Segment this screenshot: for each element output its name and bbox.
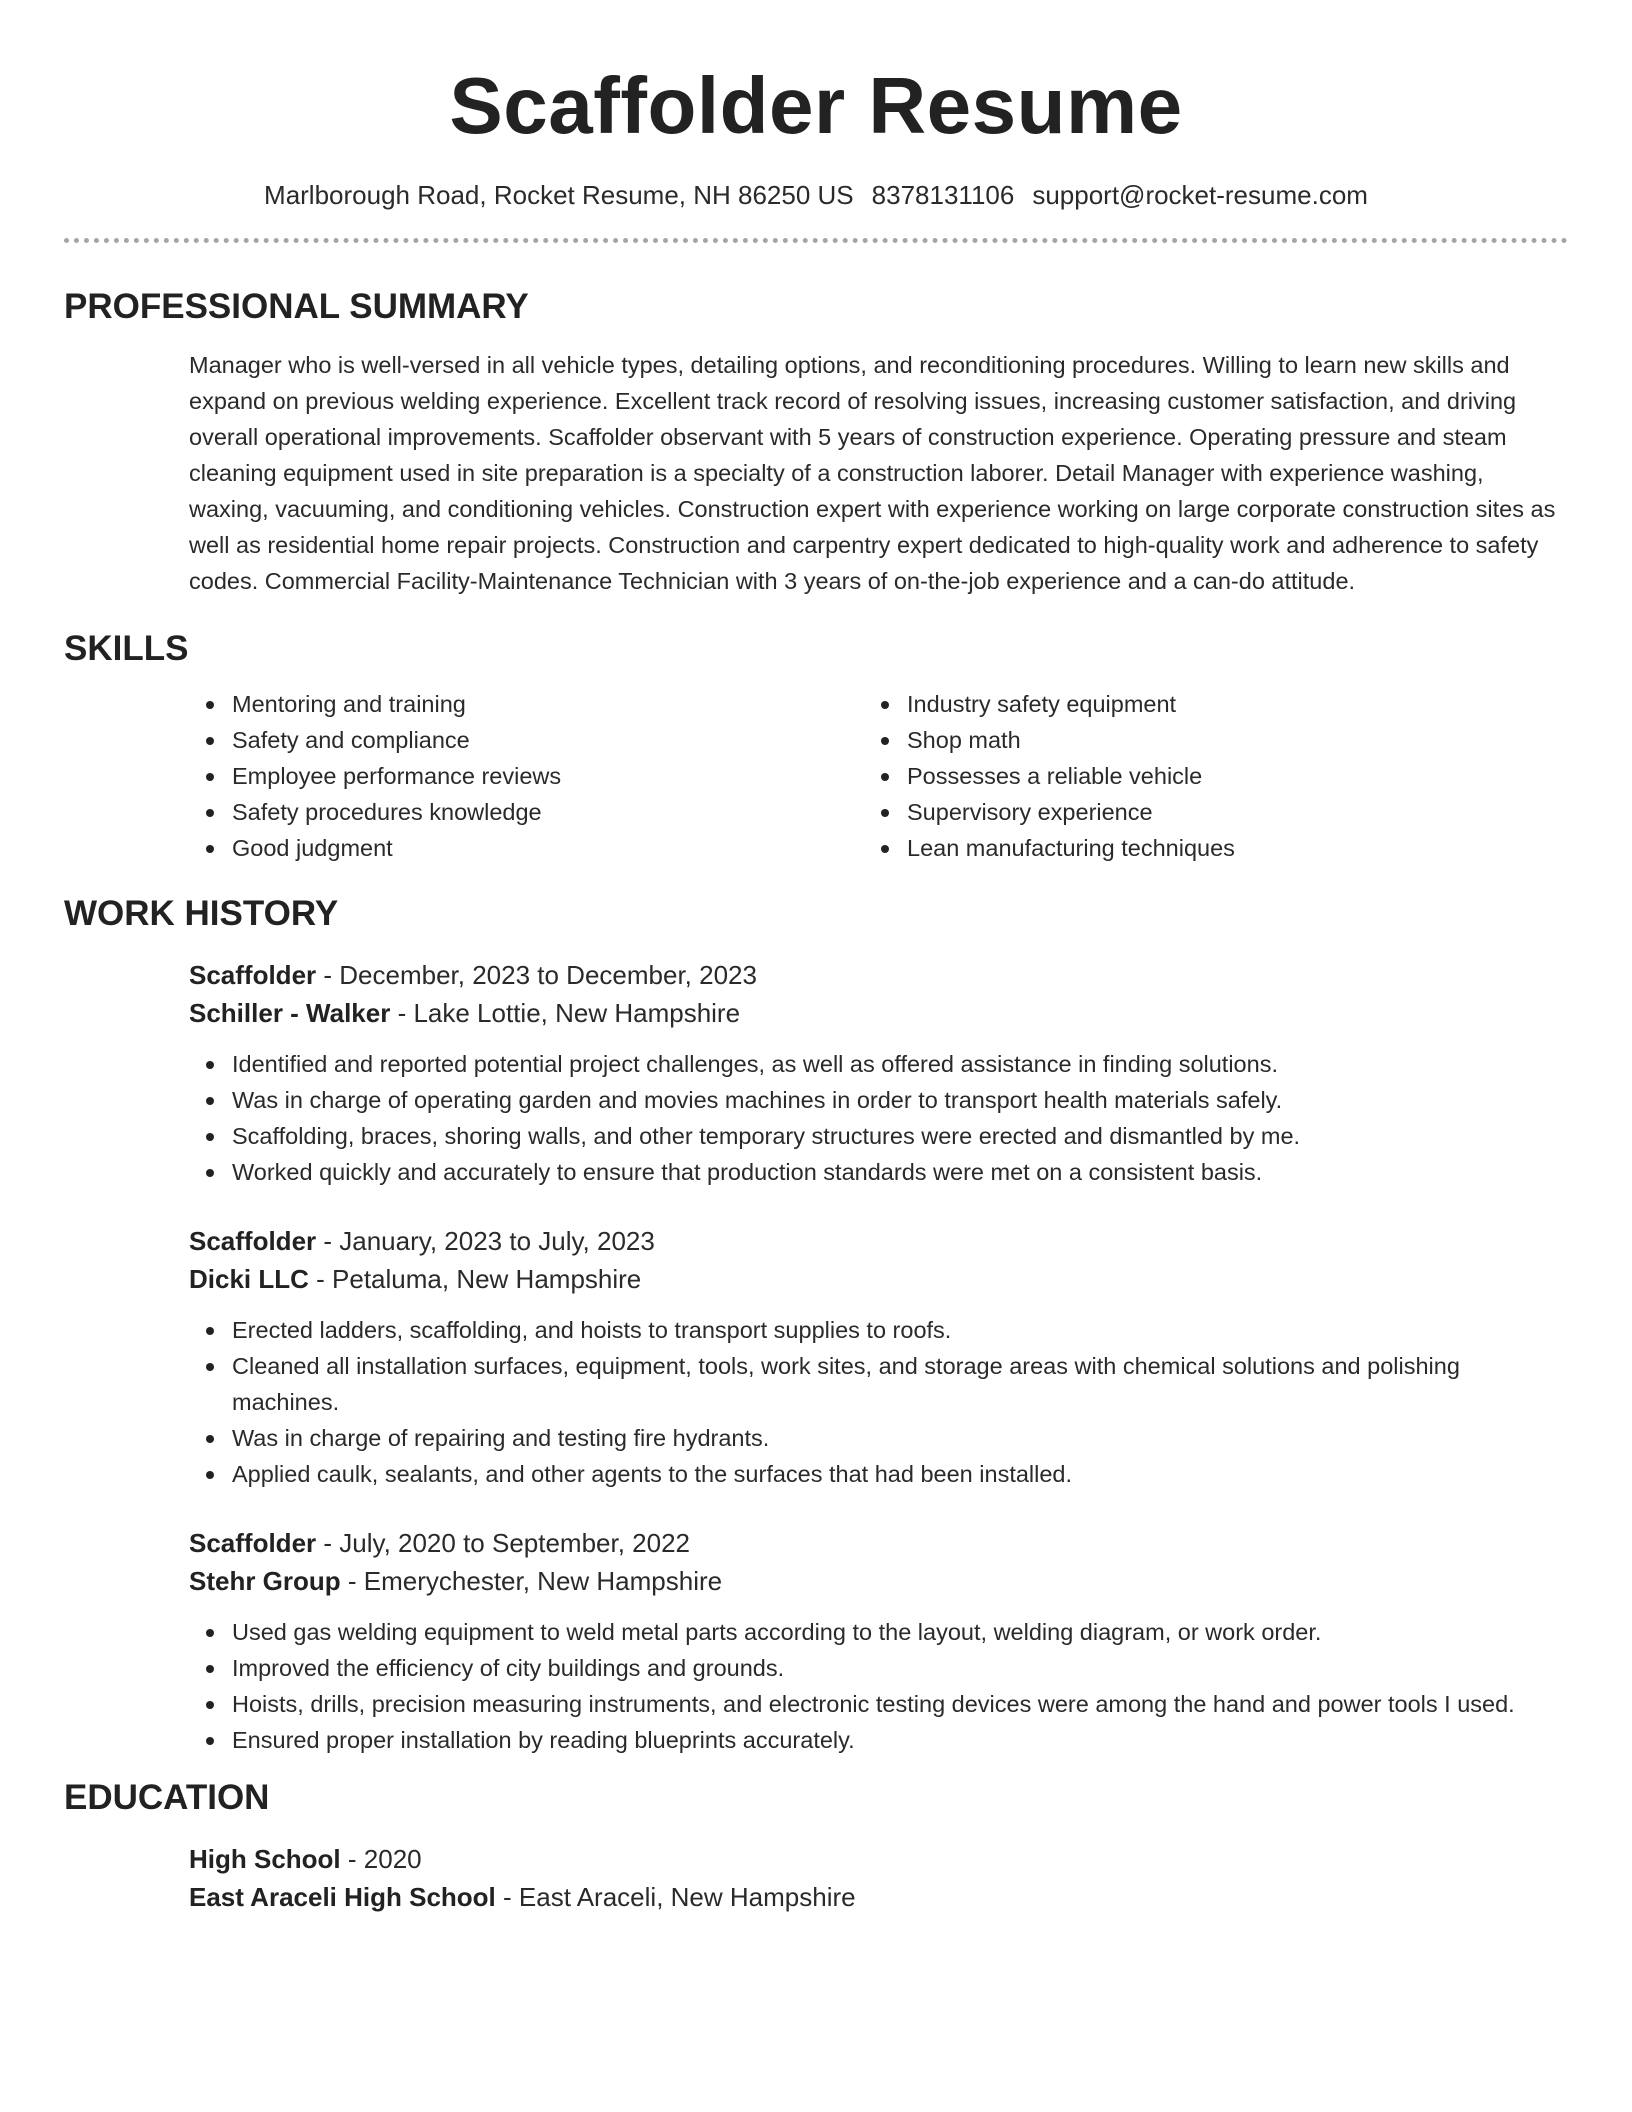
job-role: Scaffolder [189,1226,317,1256]
job-entry [189,1524,1568,1758]
job-company-line [189,994,1568,1032]
bullet-icon [206,1097,214,1105]
header-divider [64,238,1568,243]
job-role-line [189,1524,1568,1562]
job-bullet: Applied caulk, sealants, and other agents to the surfaces that had been installed. [189,1456,1568,1492]
bullet-icon [206,1701,214,1709]
skill-item: Lean manufacturing techniques [864,830,1539,866]
education-entry [189,1840,1568,1916]
job-bullet: Used gas welding equipment to weld metal parts according to the layout, welding diagram, or work order. [189,1614,1568,1650]
skill-item: Shop math [864,722,1539,758]
job-company: Stehr Group [189,1566,341,1596]
job-role-line [189,956,1568,994]
job-bullet: Hoists, drills, precision measuring instruments, and electronic testing devices were among the hand and power tools I used. [189,1686,1568,1722]
job-dates: - July, 2020 to September, 2022 [316,1528,691,1558]
education-degree-line [189,1840,1568,1878]
bullet-icon [206,1363,214,1371]
job-dates: - January, 2023 to July, 2023 [316,1226,655,1256]
bullet-icon [206,773,214,781]
job-role-line [189,1222,1568,1260]
bullet-icon [206,1169,214,1177]
job-bullet: Scaffolding, braces, shoring walls, and other temporary structures were erected and dismantled by me. [189,1118,1568,1154]
section-title-skills: SKILLS [64,629,189,668]
education-degree: High School [189,1844,341,1874]
section-title-education: EDUCATION [64,1778,270,1817]
skill-item: Safety procedures knowledge [189,794,864,830]
job-bullet: Worked quickly and accurately to ensure that production standards were met on a consistent basis. [189,1154,1568,1190]
contact-line [64,178,1568,212]
bullet-icon [881,845,889,853]
bullet-icon [206,1629,214,1637]
bullet-icon [206,845,214,853]
education-school: East Araceli High School [189,1882,496,1912]
bullet-icon [206,809,214,817]
bullet-icon [206,701,214,709]
education-location: - East Araceli, New Hampshire [495,1882,856,1912]
job-location: - Emerychester, New Hampshire [340,1566,723,1596]
resume-title: Scaffolder Resume [449,61,1183,150]
job-company-line [189,1260,1568,1298]
job-bullet: Was in charge of repairing and testing fire hydrants. [189,1420,1568,1456]
bullet-icon [881,773,889,781]
skills-list [189,686,1568,866]
summary-text: Manager who is well-versed in all vehicle types, detailing options, and reconditioning procedures. Willing to learn new skills and expand on previous welding experience. Excellent track record of resolving issues, increasing customer satisfaction, and driving overall operational improvements. Scaffolder observant with 5 years of construction experience. Operating pressure and steam cleaning equipment used in site preparation is a specialty of a construction laborer. Detail Manager with experience washing, waxing, vacuuming, and conditioning vehicles. Construction expert with experience working on large corporate construction sites as well as residential home repair projects. Construction and carpentry expert dedicated to high-quality work and adherence to safety codes. Commercial Facility-Maintenance Technician with 3 years of on-the-job experience and a can-do attitude. [189,352,1556,594]
job-bullet: Identified and reported potential project challenges, as well as offered assistance in finding solutions. [189,1046,1568,1082]
skill-item: Possesses a reliable vehicle [864,758,1539,794]
skill-item: Supervisory experience [864,794,1539,830]
contact-phone: 8378131106 [871,180,1015,210]
bullet-icon [206,1061,214,1069]
job-role: Scaffolder [189,960,317,990]
skill-item: Employee performance reviews [189,758,864,794]
bullet-icon [206,1471,214,1479]
contact-email: support@rocket-resume.com [1032,180,1368,210]
job-location: - Petaluma, New Hampshire [308,1264,642,1294]
bullet-icon [881,809,889,817]
job-bullet: Cleaned all installation surfaces, equipment, tools, work sites, and storage areas with chemical solutions and polishing machines. [189,1348,1568,1420]
section-title-work-history: WORK HISTORY [64,894,339,933]
job-dates: - December, 2023 to December, 2023 [316,960,757,990]
skill-item: Industry safety equipment [864,686,1539,722]
job-bullet: Was in charge of operating garden and movies machines in order to transport health materials safely. [189,1082,1568,1118]
bullet-icon [881,701,889,709]
skill-item: Mentoring and training [189,686,864,722]
job-company: Dicki LLC [189,1264,309,1294]
bullet-icon [206,1133,214,1141]
bullet-icon [206,1665,214,1673]
job-bullet: Erected ladders, scaffolding, and hoists to transport supplies to roofs. [189,1312,1568,1348]
job-location: - Lake Lottie, New Hampshire [390,998,741,1028]
bullet-icon [881,737,889,745]
job-role: Scaffolder [189,1528,317,1558]
bullet-icon [206,1435,214,1443]
education-school-line [189,1878,1568,1916]
contact-address: Marlborough Road, Rocket Resume, NH 86250 US [264,180,854,210]
resume-page [64,0,1568,1916]
bullet-icon [206,1737,214,1745]
job-company-line [189,1562,1568,1600]
job-entry [189,1222,1568,1492]
job-bullet: Ensured proper installation by reading blueprints accurately. [189,1722,1568,1758]
job-company: Schiller - Walker [189,998,391,1028]
education-year: - 2020 [340,1844,422,1874]
job-bullet: Improved the efficiency of city buildings and grounds. [189,1650,1568,1686]
job-entry [189,956,1568,1190]
bullet-icon [206,737,214,745]
skill-item: Good judgment [189,830,864,866]
section-title-summary: PROFESSIONAL SUMMARY [64,287,529,326]
skill-item: Safety and compliance [189,722,864,758]
bullet-icon [206,1327,214,1335]
